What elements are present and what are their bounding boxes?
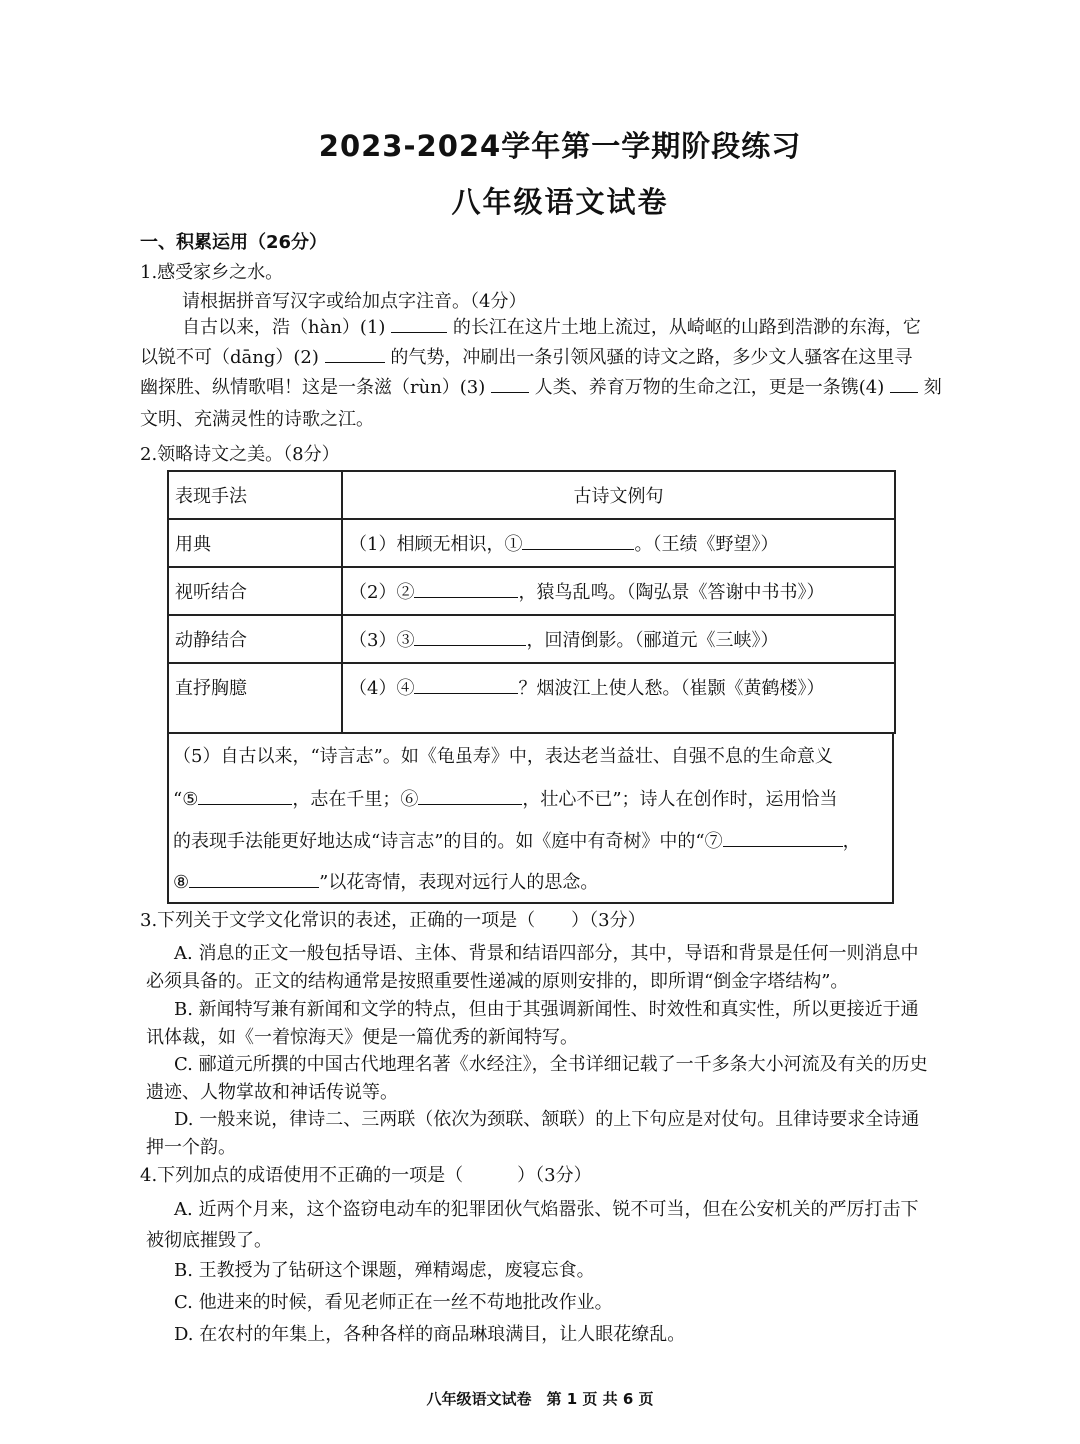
example-source: 。（王绩《野望》） (634, 534, 779, 555)
answer-blank-4[interactable] (890, 378, 918, 393)
q4-title: 4.下列加点的成语使用不正确的一项是（ ）（3分） (140, 1165, 592, 1186)
exam-subtitle: 八年级语文试卷 (451, 185, 669, 219)
example-text: （1）相顾无相识，① (349, 534, 523, 555)
q3-option-a-line2: 必须具备的。正文的结构通常是按照重要性递减的原则安排的，即所谓“倒金字塔结构”。 (146, 971, 849, 992)
example-text: （4）④ (349, 678, 415, 699)
answer-blank-circle-1[interactable] (522, 535, 634, 550)
table-header-method: 表现手法 (168, 471, 342, 519)
q1-line3-b: 人类、养育万物的生命之江，更是一条镌(4) (534, 377, 885, 398)
item5-line4 (173, 868, 598, 894)
answer-blank-circle-6[interactable] (418, 790, 522, 805)
q3-option-d-line2: 押一个韵。 (146, 1137, 236, 1158)
item5-line2 (173, 785, 838, 811)
answer-blank-circle-3[interactable] (414, 631, 526, 646)
answer-blank-circle-7[interactable] (723, 832, 843, 847)
q3-option-c-line1: C. 郦道元所撰的中国古代地理名著《水经注》，全书详细记载了一千多条大小河流及有关的历史 (174, 1054, 928, 1075)
q1-title: 1.感受家乡之水。 (140, 262, 284, 283)
answer-blank-circle-5[interactable] (198, 790, 292, 805)
item5-text: ⑧ (173, 872, 190, 893)
table-header-example: 古诗文例句 (342, 471, 895, 519)
exam-title: 2023-2024学年第一学期阶段练习 (318, 129, 802, 163)
q3-option-d-line1: D. 一般来说，律诗二、三两联（依次为颈联、颔联）的上下句应是对仗句。且律诗要求全诗通 (174, 1109, 920, 1130)
item5-text: “⑤ (173, 789, 199, 810)
answer-blank-circle-2[interactable] (414, 583, 518, 598)
item5-text: ，壮心不已”；诗人在创作时，运用恰当 (522, 789, 838, 810)
example-source: ，回清倒影。（郦道元《三峡》） (526, 630, 779, 651)
table-cell-example (342, 615, 895, 663)
item5-text: 的表现手法能更好地达成“诗言志”的目的。如《庭中有奇树》中的“⑦ (173, 831, 723, 852)
q4-option-c: C. 他进来的时候，看见老师正在一丝不苟地批改作业。 (174, 1292, 613, 1313)
q1-line2 (140, 343, 912, 369)
table-cell-example (342, 519, 895, 567)
table-cell-method: 动静结合 (168, 615, 342, 663)
q4-option-d: D. 在农村的年集上，各种各样的商品琳琅满目，让人眼花缭乱。 (174, 1324, 686, 1345)
item5-line1: （5）自古以来，“诗言志”。如《龟虽寿》中，表达老当益壮、自强不息的生命意义 (173, 746, 833, 767)
q1-line2-a: 以锐不可（dāng）(2) (140, 347, 319, 368)
item5-text: ，志在千里；⑥ (292, 789, 419, 810)
answer-blank-1[interactable] (391, 318, 447, 333)
table-cell-method: 视听结合 (168, 567, 342, 615)
example-text: （2）② (349, 582, 415, 603)
q3-option-b-line1: B. 新闻特写兼有新闻和文学的特点，但由于其强调新闻性、时效性和真实性，所以更接近于通 (174, 999, 919, 1020)
answer-blank-2[interactable] (325, 348, 385, 363)
q1-line1-b: 的长江在这片土地上流过，从崎岖的山路到浩渺的东海，它 (452, 317, 921, 338)
answer-blank-circle-4[interactable] (414, 679, 518, 694)
table-header-row (168, 471, 895, 519)
q3-option-b-line2: 讯体裁，如《一着惊海天》便是一篇优秀的新闻特写。 (146, 1027, 578, 1048)
item5-line3 (173, 827, 861, 853)
answer-blank-3[interactable] (491, 378, 529, 393)
table-cell-example (342, 567, 895, 615)
table-cell-method: 直抒胸臆 (168, 663, 342, 733)
page-footer: 八年级语文试卷 第 1 页 共 6 页 (426, 1390, 654, 1408)
table-row (168, 567, 895, 615)
q1-line3-a: 幽探胜、纵情歌唱！这是一条滋（rùn）(3) (140, 377, 486, 398)
item5-text: ”以花寄情，表现对远行人的思念。 (319, 872, 599, 893)
answer-blank-circle-8[interactable] (189, 873, 319, 888)
item5-text: ， (842, 831, 861, 852)
table-row (168, 663, 895, 733)
example-source: ？烟波江上使人愁。（崔颢《黄鹤楼》） (518, 678, 825, 699)
q4-option-a-line2: 被彻底摧毁了。 (146, 1230, 272, 1251)
q1-line1-a: 自古以来，浩（hàn）(1) (182, 317, 386, 338)
q1-line3 (140, 373, 942, 399)
q4-option-a-line1: A. 近两个月来，这个盗窃电动车的犯罪团伙气焰嚣张、锐不可当，但在公安机关的严厉打击下 (174, 1199, 919, 1220)
q3-option-a-line1: A. 消息的正文一般包括导语、主体、背景和结语四部分，其中，导语和背景是任何一则消息中 (174, 943, 919, 964)
section1-heading: 一、积累运用（26分） (140, 232, 328, 253)
q1-instruction: 请根据拼音写汉字或给加点字注音。（4分） (182, 291, 527, 312)
example-source: ，猿鸟乱鸣。（陶弘景《答谢中书书》） (518, 582, 825, 603)
poetry-table (167, 470, 896, 734)
table-row (168, 615, 895, 663)
q1-line2-b: 的气势，冲刷出一条引领风骚的诗文之路，多少文人骚客在这里寻 (390, 347, 913, 368)
table-row (168, 519, 895, 567)
table-cell-method: 用典 (168, 519, 342, 567)
q1-line4: 文明、充满灵性的诗歌之江。 (140, 409, 374, 430)
q1-line1 (182, 313, 921, 339)
q2-title: 2.领略诗文之美。（8分） (140, 444, 340, 465)
q2-item5-box (167, 732, 894, 904)
table-cell-example (342, 663, 895, 733)
q4-option-b: B. 王教授为了钻研这个课题，殚精竭虑，废寝忘食。 (174, 1260, 595, 1281)
q3-title: 3.下列关于文学文化常识的表述，正确的一项是（ ）（3分） (140, 910, 646, 931)
q3-option-c-line2: 遗迹、人物掌故和神话传说等。 (146, 1082, 398, 1103)
example-text: （3）③ (349, 630, 415, 651)
q1-line3-c: 刻 (923, 377, 942, 398)
